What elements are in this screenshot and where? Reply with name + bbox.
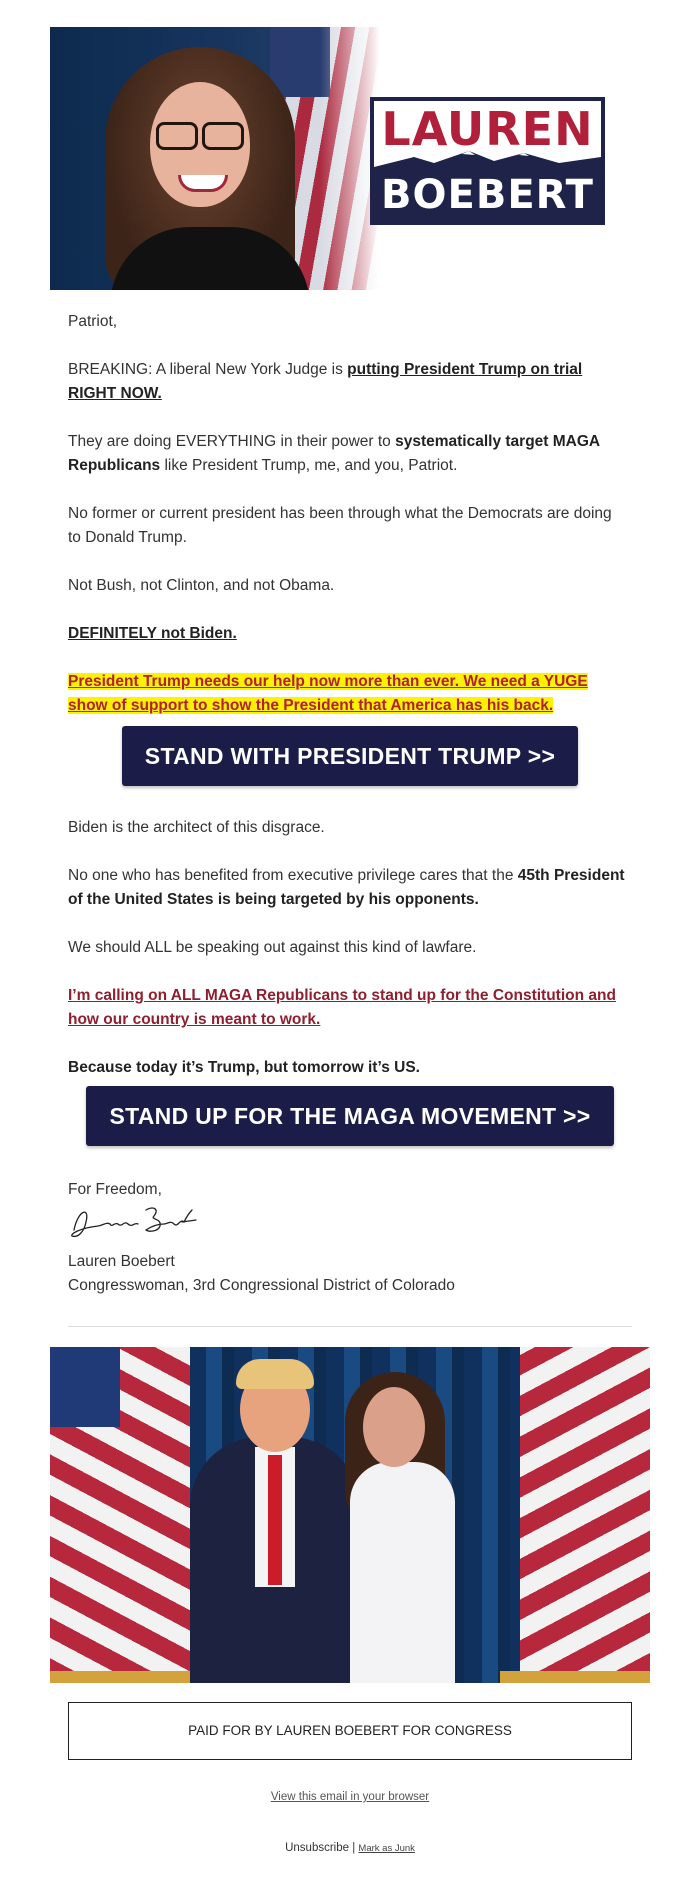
signer-title: Congresswoman, 3rd Congressional District of Colorado [68,1277,455,1294]
view-in-browser-link[interactable]: View this email in your browser [270,1791,430,1803]
header-portrait-image [50,27,380,290]
paragraph-not-bush: Not Bush, not Clinton, and not Obama. [68,577,335,594]
paragraph-tomorrow: Because today it’s Trump, but tomorrow it’s US. [68,1059,420,1076]
paragraph-lawfare: We should ALL be speaking out against this kind of lawfare. [68,939,477,956]
handwritten-signature [68,1200,198,1242]
logo-last-name: BOEBERT [381,172,594,218]
paragraph-not-biden: DEFINITELY not Biden. [68,625,237,642]
campaign-logo [370,97,605,225]
paragraph-breaking: BREAKING: A liberal New York Judge is putting President Trump on trial RIGHT NOW. [68,361,583,402]
highlighted-support-link[interactable]: President Trump needs our help now more than ever. We need a YUGE show of support to show the President that America has his back. [68,673,588,714]
paragraph-calling [68,984,628,1032]
separator: | [349,1842,359,1854]
constitution-link[interactable]: I’m calling on ALL MAGA Republicans to stand up for the Constitution and how our country is meant to work. [68,987,616,1028]
signer-name: Lauren Boebert [68,1253,175,1270]
mountain-icon [374,149,601,167]
paid-for-disclaimer: PAID FOR BY LAUREN BOEBERT FOR CONGRESS [68,1702,632,1760]
paragraph-target: They are doing EVERYTHING in their power to systematically target MAGA Republicans like President Trump, me, and you, Patriot. [68,433,600,474]
trump-boebert-photo [50,1347,650,1683]
divider [68,1326,632,1327]
left-flag-graphic [50,1347,190,1683]
right-flag-graphic [520,1347,650,1683]
greeting: Patriot, [68,313,118,330]
trial-link[interactable]: putting President Trump on trial RIGHT NOW. [68,361,583,402]
email-header [50,27,650,290]
closing: For Freedom, [68,1181,162,1198]
mark-as-junk-link[interactable]: Mark as Junk [358,1843,415,1854]
unsubscribe-link[interactable]: Unsubscribe [285,1842,350,1854]
stand-with-trump-button[interactable]: STAND WITH PRESIDENT TRUMP >> [122,726,578,786]
paragraph-former-president: No former or current president has been through what the Democrats are doing to Donald Trump. [68,505,612,546]
paragraph-highlight [68,670,628,718]
logo-first-name: LAUREN [381,102,594,156]
paragraph-privilege: No one who has benefited from executive privilege cares that the 45th President of the United States is being targeted by his opponents. [68,867,625,908]
unsubscribe-row [0,1842,700,1854]
stand-up-maga-button[interactable]: STAND UP FOR THE MAGA MOVEMENT >> [86,1086,614,1146]
paragraph-architect: Biden is the architect of this disgrace. [68,819,325,836]
